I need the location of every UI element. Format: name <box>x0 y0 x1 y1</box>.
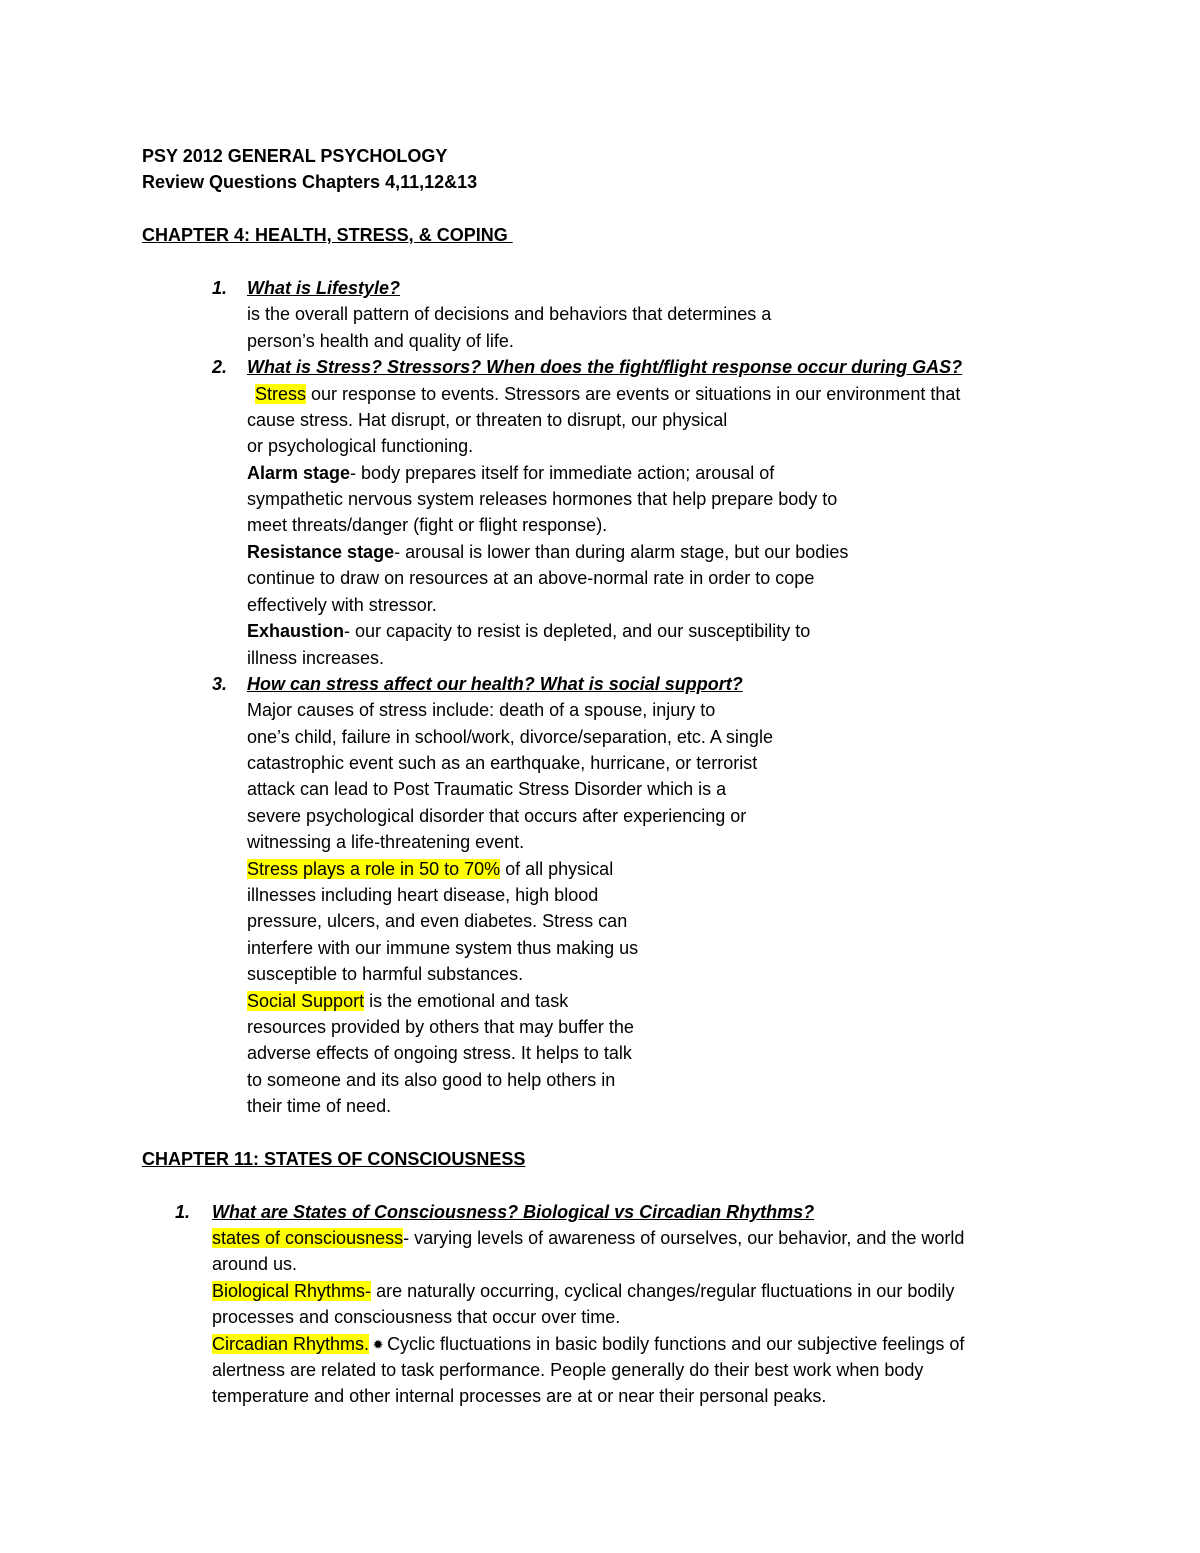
document-subtitle: Review Questions Chapters 4,11,12&13 <box>142 172 478 192</box>
highlight-biological-rhythms: Biological Rhythms- <box>212 1281 372 1301</box>
answer-line: cause stress. Hat disrupt, or threaten to disrupt, our physical <box>247 410 728 430</box>
exhaustion-stage-label: Exhaustion <box>247 621 345 641</box>
answer-line: severe psychological disorder that occurs after experiencing or <box>247 806 747 826</box>
answer-line: is the overall pattern of decisions and behaviors that determines a <box>247 304 772 324</box>
highlight-circadian-rhythms: Circadian Rhythms. <box>212 1334 370 1354</box>
chapter-4-heading: CHAPTER 4: HEALTH, STRESS, & COPING <box>142 225 513 245</box>
answer-line: to someone and its also good to help others in <box>247 1070 616 1090</box>
answer-line: resources provided by others that may buffer the <box>247 1017 634 1037</box>
answer-line: effectively with stressor. <box>247 595 437 615</box>
resistance-stage-line: Resistance stage- arousal is lower than during alarm stage, but our bodies <box>247 542 849 562</box>
question-number: 2. <box>212 357 228 377</box>
answer-line: around us. <box>212 1254 298 1274</box>
highlight-stress: Stress <box>255 384 307 404</box>
alarm-stage-label: Alarm stage <box>247 463 351 483</box>
answer-line: states of consciousness- varying levels of awareness of ourselves, our behavior, and the world <box>212 1228 965 1248</box>
answer-line: Stress our response to events. Stressors are events or situations in our environment that <box>255 384 961 404</box>
chapter-11-heading: CHAPTER 11: STATES OF CONSCIOUSNESS <box>142 1149 526 1169</box>
highlight-stress-role: Stress plays a role in 50 to 70% <box>247 859 501 879</box>
burst-bullet-icon: ✹ <box>372 1337 384 1352</box>
answer-line: Stress plays a role in 50 to 70% of all physical <box>247 859 614 879</box>
answer-line: processes and consciousness that occur over time. <box>212 1307 621 1327</box>
exhaustion-stage-line: Exhaustion- our capacity to resist is depleted, and our susceptibility to <box>247 621 811 641</box>
highlight-states-of-consciousness: states of consciousness <box>212 1228 404 1248</box>
answer-line: catastrophic event such as an earthquake, hurricane, or terrorist <box>247 753 758 773</box>
question-stress-health: How can stress affect our health? What is social support? <box>247 674 743 694</box>
answer-line: pressure, ulcers, and even diabetes. Stress can <box>247 911 628 931</box>
answer-line: or psychological functioning. <box>247 436 474 456</box>
highlight-social-support: Social Support <box>247 991 365 1011</box>
answer-line: attack can lead to Post Traumatic Stress Disorder which is a <box>247 779 727 799</box>
answer-line: Major causes of stress include: death of a spouse, injury to <box>247 700 716 720</box>
answer-line: one’s child, failure in school/work, divorce/separation, etc. A single <box>247 727 773 747</box>
question-lifestyle: What is Lifestyle? <box>247 278 401 298</box>
answer-line: illness increases. <box>247 648 385 668</box>
document-title: PSY 2012 GENERAL PSYCHOLOGY <box>142 146 448 166</box>
answer-line: interfere with our immune system thus making us <box>247 938 639 958</box>
answer-line: temperature and other internal processes are at or near their personal peaks. <box>212 1386 827 1406</box>
answer-line: meet threats/danger (fight or flight response). <box>247 515 608 535</box>
answer-line: person’s health and quality of life. <box>247 331 514 351</box>
question-consciousness: What are States of Consciousness? Biological vs Circadian Rhythms? <box>212 1202 815 1222</box>
question-number: 3. <box>212 674 228 694</box>
answer-line: Social Support is the emotional and task <box>247 991 569 1011</box>
question-stress: What is Stress? Stressors? When does the fight/flight response occur during GAS? <box>247 357 963 377</box>
answer-line: witnessing a life-threatening event. <box>247 832 525 852</box>
answer-line: Circadian Rhythms. ✹ Cyclic fluctuations in basic bodily functions and our subjective feelings of <box>212 1332 964 1357</box>
answer-line: alertness are related to task performance. People generally do their best work when body <box>212 1360 924 1380</box>
resistance-stage-label: Resistance stage <box>247 542 395 562</box>
alarm-stage-line: Alarm stage- body prepares itself for immediate action; arousal of <box>247 463 775 483</box>
answer-line: illnesses including heart disease, high blood <box>247 885 599 905</box>
answer-line: Biological Rhythms- are naturally occurring, cyclical changes/regular fluctuations in our bodily <box>212 1281 955 1301</box>
answer-line: continue to draw on resources at an above-normal rate in order to cope <box>247 568 815 588</box>
answer-line: their time of need. <box>247 1096 392 1116</box>
question-number: 1. <box>212 278 228 298</box>
question-number: 1. <box>175 1202 191 1222</box>
answer-line: adverse effects of ongoing stress. It helps to talk <box>247 1043 632 1063</box>
answer-line: sympathetic nervous system releases hormones that help prepare body to <box>247 489 838 509</box>
answer-line: susceptible to harmful substances. <box>247 964 524 984</box>
